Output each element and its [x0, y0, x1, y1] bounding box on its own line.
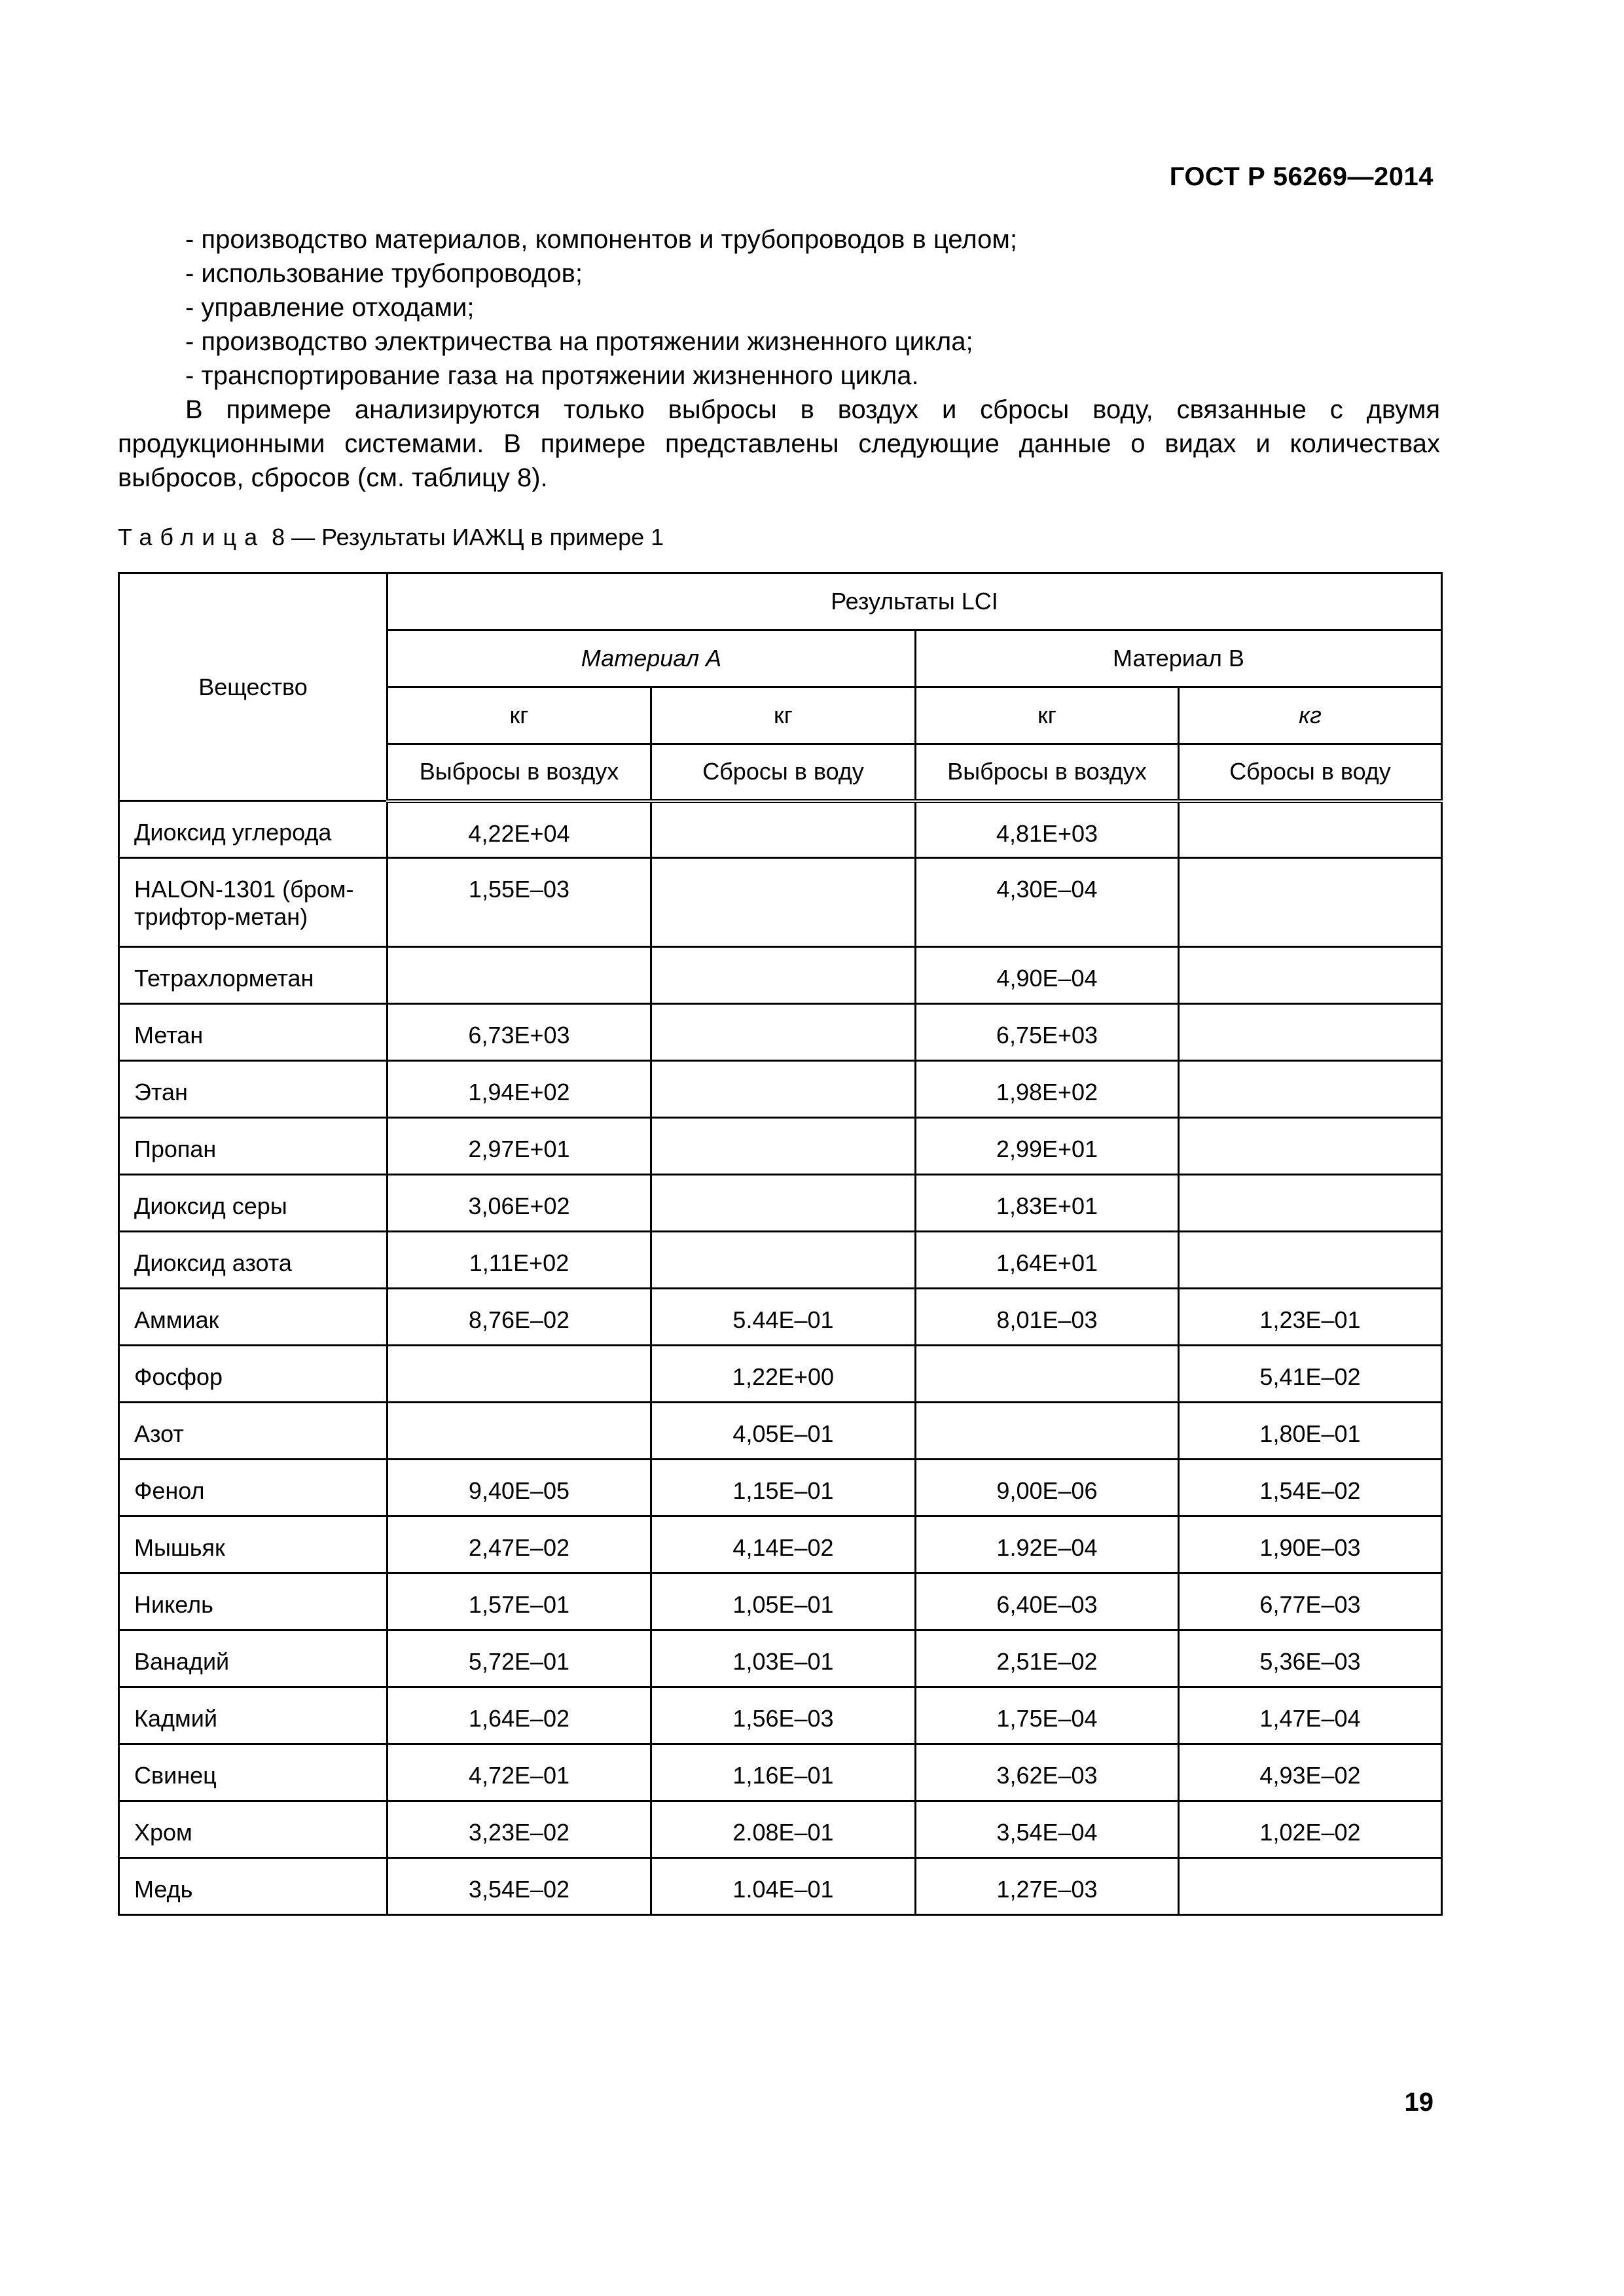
substance-cell: Диоксид серы [119, 1175, 388, 1232]
value-cell [651, 858, 916, 947]
value-cell [1179, 801, 1442, 858]
value-cell: 4,22E+04 [388, 801, 651, 858]
value-cell: 3,54E–04 [916, 1801, 1179, 1858]
substance-cell: Никель [119, 1573, 388, 1630]
value-cell: 2,47E–02 [388, 1516, 651, 1573]
value-cell: 1,56E–03 [651, 1687, 916, 1744]
substance-cell: Пропан [119, 1118, 388, 1175]
value-cell: 6,73E+03 [388, 1004, 651, 1061]
value-cell: 4,81E+03 [916, 801, 1179, 858]
substance-cell: Этан [119, 1061, 388, 1118]
value-cell: 5.44E–01 [651, 1289, 916, 1346]
table-row [119, 1346, 1442, 1403]
list-item: - транспортирование газа на протяжении жизненного цикла. [185, 361, 919, 390]
value-cell: 8,01E–03 [916, 1289, 1179, 1346]
value-cell: 2,99E+01 [916, 1118, 1179, 1175]
value-cell: 3,62E–03 [916, 1744, 1179, 1801]
intro-text [118, 223, 1440, 495]
value-cell [916, 1346, 1179, 1403]
table-caption [118, 524, 664, 551]
value-cell: 4,90E–04 [916, 947, 1179, 1004]
table-row [119, 1573, 1442, 1630]
substance-cell: Диоксид азота [119, 1232, 388, 1289]
value-cell: 1,64E–02 [388, 1687, 651, 1744]
value-cell: 9,00E–06 [916, 1460, 1179, 1516]
value-cell [1179, 858, 1442, 947]
list-item: - производство электричества на протяжении жизненного цикла; [185, 327, 973, 356]
substance-cell: Азот [119, 1403, 388, 1460]
value-cell [1179, 1061, 1442, 1118]
value-cell: 1,83E+01 [916, 1175, 1179, 1232]
value-cell: 8,76E–02 [388, 1289, 651, 1346]
value-cell [388, 1403, 651, 1460]
value-cell: 4,05E–01 [651, 1403, 916, 1460]
value-cell: 1.04E–01 [651, 1858, 916, 1915]
value-cell: 1,02E–02 [1179, 1801, 1442, 1858]
value-cell: 3,54E–02 [388, 1858, 651, 1915]
table-row [119, 1118, 1442, 1175]
value-cell [1179, 1175, 1442, 1232]
value-cell: 1,64E+01 [916, 1232, 1179, 1289]
value-cell: 2,51E–02 [916, 1630, 1179, 1687]
value-cell [1179, 1232, 1442, 1289]
value-cell [916, 1403, 1179, 1460]
caption-text: 8 — Результаты ИАЖЦ в примере 1 [265, 524, 664, 550]
value-cell: 3,06E+02 [388, 1175, 651, 1232]
value-cell: 4,30E–04 [916, 858, 1179, 947]
table-row [119, 1630, 1442, 1687]
table-row [119, 1232, 1442, 1289]
value-cell: 1,54E–02 [1179, 1460, 1442, 1516]
column-header: Выбросы в воздух [388, 744, 651, 801]
value-cell: 1,23E–01 [1179, 1289, 1442, 1346]
value-cell: 1,90E–03 [1179, 1516, 1442, 1573]
value-cell: 1,94E+02 [388, 1061, 651, 1118]
value-cell [651, 1175, 916, 1232]
value-cell: 4,72E–01 [388, 1744, 651, 1801]
value-cell: 1.92E–04 [916, 1516, 1179, 1573]
substance-cell: Хром [119, 1801, 388, 1858]
value-cell: 5,72E–01 [388, 1630, 651, 1687]
table-row [119, 1289, 1442, 1346]
substance-cell: Мышьяк [119, 1516, 388, 1573]
results-table [118, 572, 1443, 1916]
unit-header: кг [1179, 687, 1442, 744]
value-cell: 5,41E–02 [1179, 1346, 1442, 1403]
value-cell: 1,03E–01 [651, 1630, 916, 1687]
table-row [119, 801, 1442, 858]
column-header: Сбросы в воду [1179, 744, 1442, 801]
list-item: - производство материалов, компонентов и трубопроводов в целом; [185, 225, 1017, 254]
value-cell: 1,57E–01 [388, 1573, 651, 1630]
value-cell: 1,27E–03 [916, 1858, 1179, 1915]
table-row [119, 1061, 1442, 1118]
value-cell: 1,15E–01 [651, 1460, 916, 1516]
value-cell: 4,93E–02 [1179, 1744, 1442, 1801]
table-row [119, 947, 1442, 1004]
table-row [119, 1858, 1442, 1915]
value-cell [651, 1061, 916, 1118]
substance-cell: Медь [119, 1858, 388, 1915]
substance-cell: Тетрахлорметан [119, 947, 388, 1004]
value-cell [1179, 1118, 1442, 1175]
table-row [119, 1175, 1442, 1232]
material-b-header: Материал В [916, 630, 1442, 687]
substance-cell: Кадмий [119, 1687, 388, 1744]
list-item: - управление отходами; [185, 293, 475, 322]
value-cell [1179, 947, 1442, 1004]
table-row [119, 1744, 1442, 1801]
list-item: - использование трубопроводов; [185, 259, 583, 288]
table-row [119, 1801, 1442, 1858]
substance-cell: Фосфор [119, 1346, 388, 1403]
value-cell [1179, 1858, 1442, 1915]
value-cell: 1,11E+02 [388, 1232, 651, 1289]
value-cell [651, 947, 916, 1004]
value-cell [651, 801, 916, 858]
table-row [119, 1403, 1442, 1460]
page-number: 19 [1404, 2088, 1434, 2117]
value-cell: 5,36E–03 [1179, 1630, 1442, 1687]
value-cell: 2,97E+01 [388, 1118, 651, 1175]
value-cell [1179, 1004, 1442, 1061]
caption-label: Таблица [118, 524, 266, 550]
table-row [119, 858, 1442, 947]
intro-paragraph: В примере анализируются только выбросы в воздух и сбросы воду, связанные с двумя продукционными системами. В примере представлены следующие данные о видах и количествах выбросов, сбросов (см. таблицу 8). [118, 395, 1440, 492]
lci-header: Результаты LCI [388, 573, 1442, 630]
table-row [119, 1460, 1442, 1516]
value-cell: 1,98E+02 [916, 1061, 1179, 1118]
document-code: ГОСТ Р 56269—2014 [1169, 162, 1434, 191]
value-cell: 1,47E–04 [1179, 1687, 1442, 1744]
substance-cell: HALON-1301 (бром-трифтор-метан) [119, 858, 388, 947]
value-cell: 1,75E–04 [916, 1687, 1179, 1744]
value-cell [388, 1346, 651, 1403]
substance-cell: Метан [119, 1004, 388, 1061]
table-row [119, 1004, 1442, 1061]
value-cell: 9,40E–05 [388, 1460, 651, 1516]
value-cell: 1,05E–01 [651, 1573, 916, 1630]
value-cell [388, 947, 651, 1004]
value-cell: 1,80E–01 [1179, 1403, 1442, 1460]
substance-cell: Ванадий [119, 1630, 388, 1687]
material-a-header: Материал А [388, 630, 916, 687]
value-cell: 6,75E+03 [916, 1004, 1179, 1061]
value-cell: 6,77E–03 [1179, 1573, 1442, 1630]
substance-header: Вещество [119, 573, 388, 801]
unit-header: кг [651, 687, 916, 744]
table-row [119, 1687, 1442, 1744]
value-cell: 1,22E+00 [651, 1346, 916, 1403]
value-cell: 3,23E–02 [388, 1801, 651, 1858]
value-cell: 1,55E–03 [388, 858, 651, 947]
value-cell: 6,40E–03 [916, 1573, 1179, 1630]
column-header: Сбросы в воду [651, 744, 916, 801]
value-cell: 2.08E–01 [651, 1801, 916, 1858]
substance-cell: Фенол [119, 1460, 388, 1516]
value-cell [651, 1004, 916, 1061]
value-cell [651, 1118, 916, 1175]
value-cell: 1,16E–01 [651, 1744, 916, 1801]
column-header: Выбросы в воздух [916, 744, 1179, 801]
substance-cell: Диоксид углерода [119, 801, 388, 858]
value-cell [651, 1232, 916, 1289]
value-cell: 4,14E–02 [651, 1516, 916, 1573]
unit-header: кг [916, 687, 1179, 744]
substance-cell: Аммиак [119, 1289, 388, 1346]
unit-header: кг [388, 687, 651, 744]
substance-cell: Свинец [119, 1744, 388, 1801]
table-row [119, 1516, 1442, 1573]
